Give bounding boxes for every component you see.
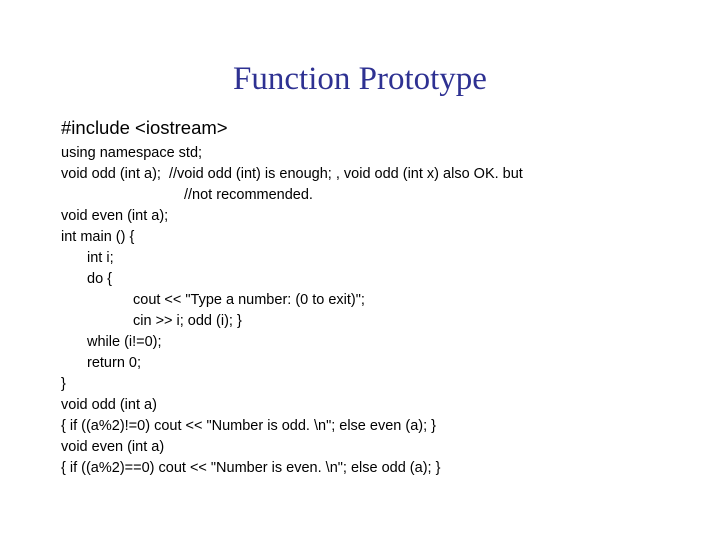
code-line: void odd (int a); //void odd (int) is enough; , void odd (int x) also OK. but: [61, 166, 523, 182]
code-line: void even (int a): [61, 439, 165, 455]
code-line: int main () {: [61, 229, 135, 245]
slide-title: Function Prototype: [233, 61, 487, 97]
code-line: return 0;: [87, 355, 141, 371]
include-directive: #include <iostream>: [61, 117, 228, 138]
code-line: cout << "Type a number: (0 to exit)";: [133, 292, 365, 308]
code-listing: [61, 143, 523, 479]
code-line: }: [61, 376, 66, 392]
code-line: while (i!=0);: [87, 334, 162, 350]
code-line: { if ((a%2)==0) cout << "Number is even. \n"; else odd (a); }: [61, 460, 441, 476]
code-line: int i;: [87, 250, 114, 266]
code-line: //not recommended.: [184, 187, 313, 203]
code-line: void odd (int a): [61, 397, 157, 413]
code-line: do {: [87, 271, 112, 287]
code-line: cin >> i; odd (i); }: [133, 313, 242, 329]
code-line: using namespace std;: [61, 145, 203, 161]
code-line: void even (int a);: [61, 208, 169, 224]
code-line: { if ((a%2)!=0) cout << "Number is odd. \n"; else even (a); }: [61, 418, 436, 434]
